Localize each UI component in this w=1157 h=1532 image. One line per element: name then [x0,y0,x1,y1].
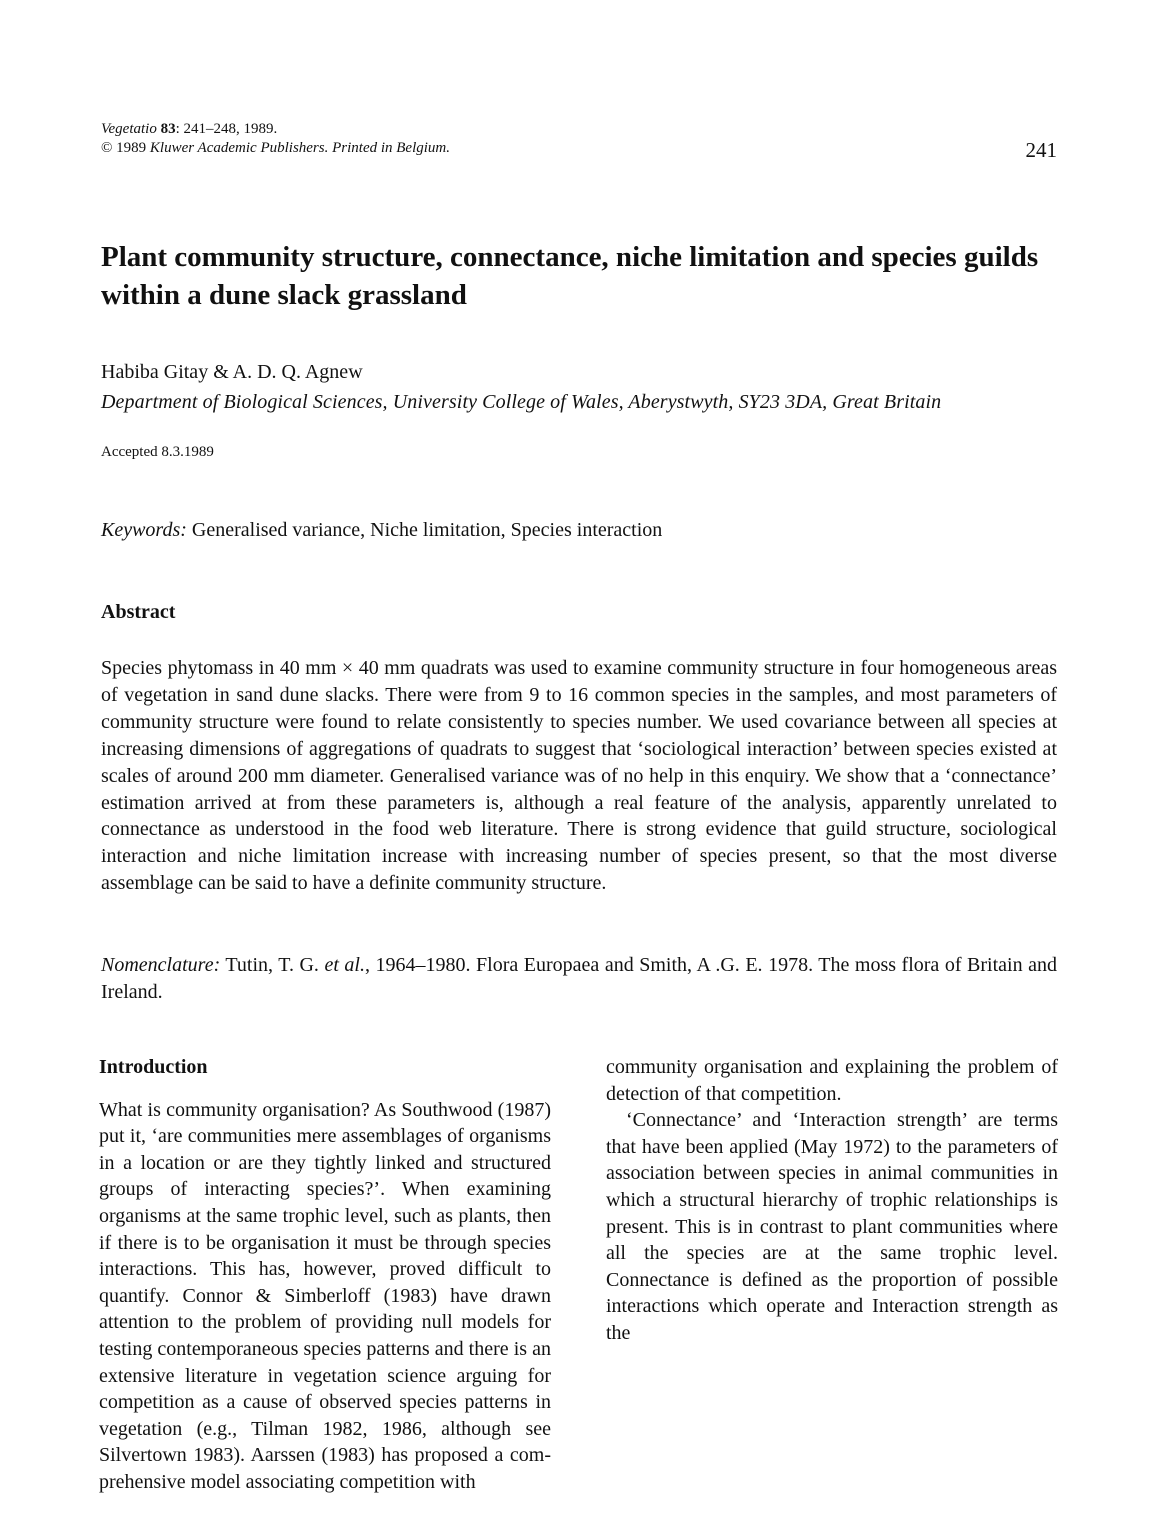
authors: Habiba Gitay & A. D. Q. Agnew [101,361,363,383]
nomenclature-etal: et al. [324,954,365,976]
affiliation: Department of Biological Sciences, University College of Wales, Aberystwyth, SY23 3DA, Great Britain [101,391,942,413]
paper-title: Plant community structure, connectance, niche limitation and species guilds within a dune slack grassland [101,241,1039,311]
journal-pages-year: : 241–248, 1989. [175,121,278,137]
nomenclature-part2: , 1964–1980. Flora Europaea and Smith, A .G. E. 1978. The moss flora of Britain and Ireland. [101,954,1057,1003]
nomenclature [101,952,1057,1006]
introduction-paragraph-1: What is community organisation? As Southwood (1987) put it, ‘are communities mere assemblages of organisms in a location or are they tightly linked and structured groups of interacting species?’. When examining organisms at the same trophic level, such as plants, then if there is to be organisation it must be through species interactions. This has, however, proved difficult to quantify. Connor & Simberloff (1983) have drawn attention to the problem of providing null models for testing contemporaneous species patterns and there is an extensive literature in vegetation science arguing for competition as a cause of observed species patterns in vegetation (e.g., Tilman 1982, 1986, although see Silvertown 1983). Aarssen (1983) has proposed a comprehensive model associating competition with [99,1098,551,1493]
right-column [606,1054,1058,1347]
journal-citation [101,120,450,139]
journal-name: Vegetatio [101,121,157,137]
accepted-date: Accepted 8.3.1989 [101,444,214,460]
abstract-text: Species phytomass in 40 mm × 40 mm quadrats was used to examine community structure in four homogeneous areas of vegetation in sand dune slacks. There were from 9 to 16 common species in the samples, and most parameters of community structure were found to relate consistently to species number. We used covariance between all species at increasing dimensions of aggregations of quadrats to suggest that ‘sociological interaction’ between species existed at scales of around 200 mm diameter. Generalised variance was of no help in this enquiry. We show that a ‘connectance’ estimation arrived at from these parameters is, although a real feature of the analysis, apparently unrelated to connectance as understood in the food web literature. There is strong evidence that guild structure, sociological interaction and niche limitation increase with increasing number of species present, so that the most diverse assemblage can be said to have a definite community structure. [101,657,1057,895]
introduction-paragraph-1-continued: community organisation and explaining the problem of detection of that competition. [606,1056,1058,1105]
nomenclature-label: Nomenclature: [101,954,221,976]
keywords [101,519,662,542]
copyright-line [101,139,450,158]
introduction-heading: Introduction [99,1056,208,1078]
keywords-text: Generalised variance, Niche limitation, Species interaction [186,519,663,541]
left-column [99,1054,551,1496]
copyright-prefix: © 1989 [101,140,150,156]
introduction-paragraph-2: ‘Connectance’ and ‘Interaction strength’ are terms that have been applied (May 1972) to the parameters of association between species in animal communities in which a structural hierarchy of trophic relationships is present. This is in contrast to plant communities where all the species are at the same trophic level. Connectance is defined as the proportion of possible interactions which operate and Interaction strength as the [606,1109,1058,1344]
abstract-heading: Abstract [101,601,176,623]
keywords-label: Keywords: [101,519,187,541]
page-number: 241 [1025,138,1057,162]
nomenclature-part1: Tutin, T. G. [220,954,325,976]
journal-volume: 83 [160,121,176,137]
publisher: Kluwer Academic Publishers. Printed in Belgium. [149,140,451,156]
journal-header [101,120,450,158]
